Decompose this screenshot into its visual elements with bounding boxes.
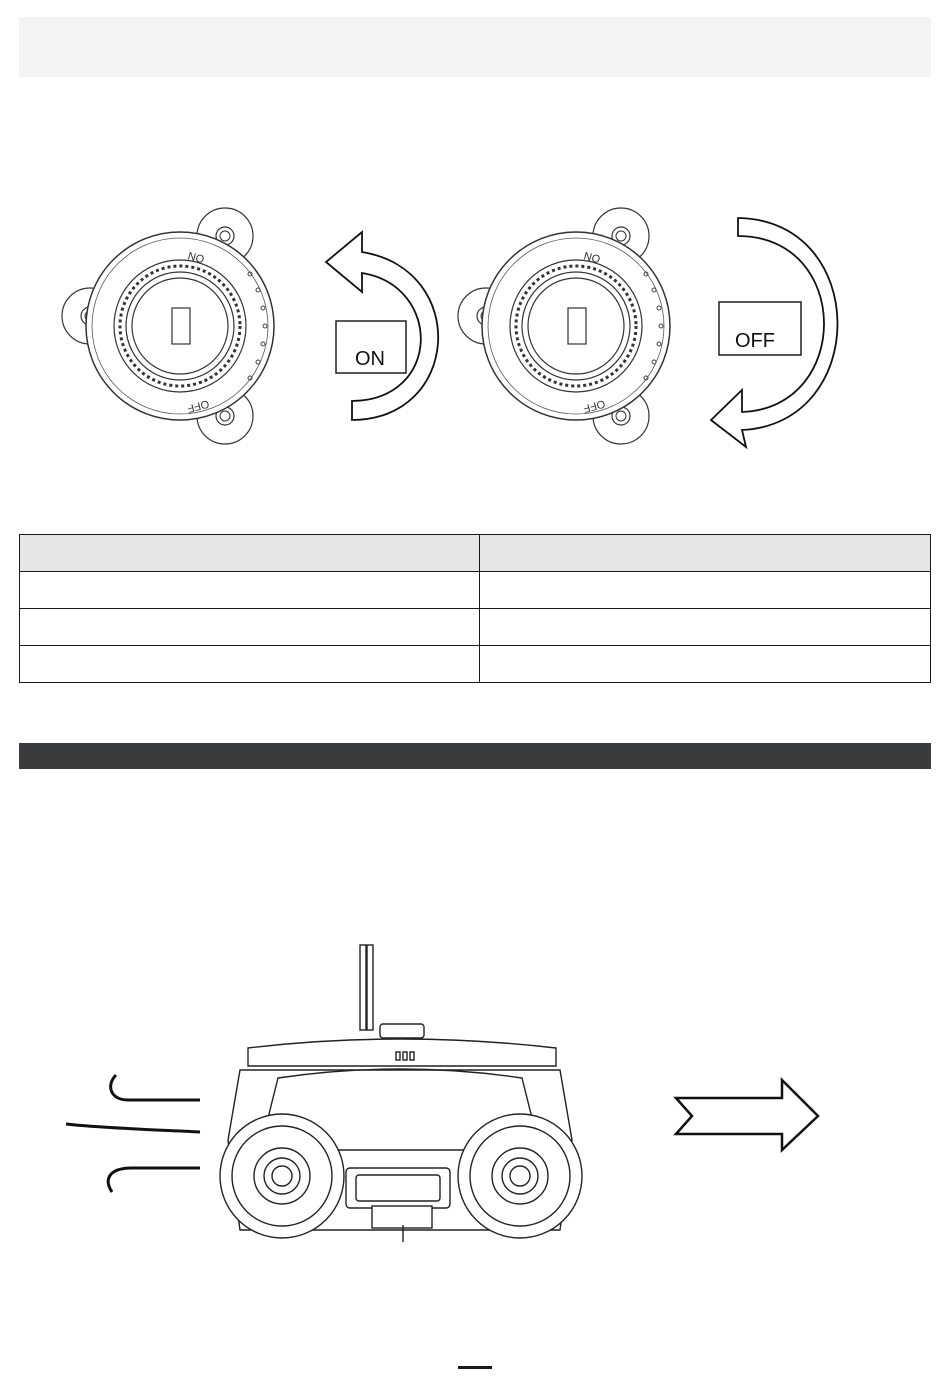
off-label: OFF xyxy=(735,330,775,352)
table-header-row xyxy=(20,535,931,572)
dial-on-text: ON xyxy=(186,248,206,265)
table-cell xyxy=(20,572,480,609)
dial-off-text-2: OFF xyxy=(581,397,607,415)
table-header-cell xyxy=(480,535,931,572)
table-cell xyxy=(480,646,931,683)
table-cell xyxy=(480,572,931,609)
dial-off-position xyxy=(458,208,670,444)
section-header-bar xyxy=(19,743,931,769)
table-row xyxy=(20,609,931,646)
dial-on-text-2: ON xyxy=(582,248,602,265)
table-cell xyxy=(20,609,480,646)
dial-off-text: OFF xyxy=(185,397,211,415)
table-cell xyxy=(20,646,480,683)
on-label: ON xyxy=(355,348,385,370)
table-cell xyxy=(480,609,931,646)
water-flow-icon xyxy=(66,1075,200,1192)
table-header-cell xyxy=(20,535,480,572)
page-number-mark xyxy=(458,1366,492,1369)
dial-on-position xyxy=(62,208,274,444)
table-row xyxy=(20,646,931,683)
pool-robot-illustration xyxy=(220,945,582,1242)
table-row xyxy=(20,572,931,609)
status-table xyxy=(19,534,931,683)
direction-arrow-icon xyxy=(676,1080,818,1150)
